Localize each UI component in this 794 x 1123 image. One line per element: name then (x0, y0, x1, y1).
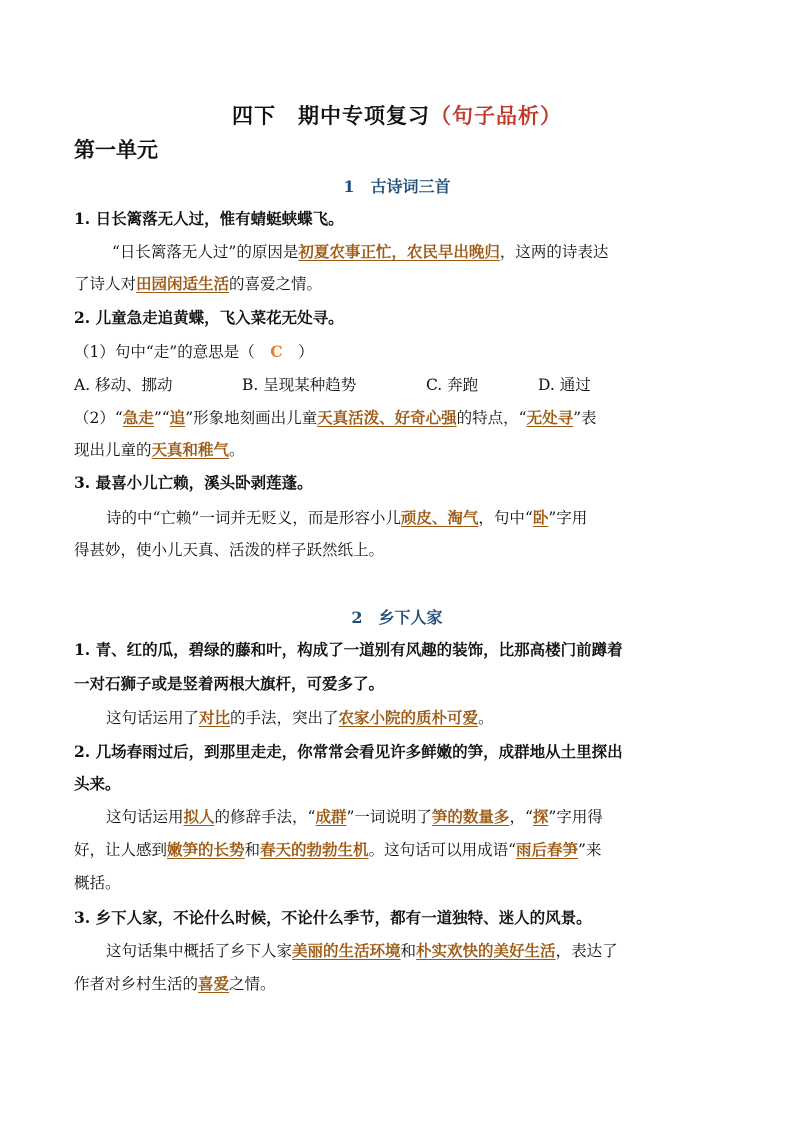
lesson2-q1-text-line2: 一对石狮子或是竖着两根大旗杆，可爱多了。 (74, 674, 385, 693)
lesson2-q2-text-line1: 2. 几场春雨过后，到那里走走，你常常会看见许多鲜嫩的笋，成群地从土里探出 (74, 742, 623, 761)
page-title (0, 100, 794, 130)
lesson2-q1-text-line1: 1. 青、红的瓜，碧绿的藤和叶，构成了一道别有风趣的装饰，比那高楼门前蹲着 (74, 640, 623, 659)
lesson2-q3-text: 3. 乡下人家，不论什么时候，不论什么季节，都有一道独特、迷人的风景。 (74, 908, 592, 927)
answer-blank: 喜爱 (198, 974, 230, 993)
unit-heading: 第一单元 (74, 137, 158, 162)
lesson2-q2-answer-line1: 这句话运用拟人的修辞手法，“成群”一词说明了笋的数量多，“探”字用得 (106, 807, 603, 826)
option-b: B. 呈现某种趋势 (242, 376, 357, 394)
answer-blank: 初夏农事正忙，农民早出晚归 (298, 242, 500, 261)
lesson1-q3-answer-line2: 得甚妙，使小儿天真、活泼的样子跃然纸上。 (74, 541, 385, 559)
option-c: C. 奔跑 (426, 376, 479, 394)
answer-blank: 朴实欢快的美好生活 (416, 941, 556, 960)
lesson1-q2-sub2-line1: （2）“急走”“追”形象地刻画出儿童天真活泼、好奇心强的特点，“无处寻”表 (74, 408, 597, 427)
title-accent: （句子品析） (430, 103, 562, 128)
answer-blank: 探 (532, 807, 549, 826)
lesson1-q2-sub1: （1）句中“走”的意思是（ C ） (74, 342, 314, 361)
lesson2-q2-answer-line2: 好，让人感到嫩笋的长势和春天的勃勃生机。这句话可以用成语“雨后春笋”来 (74, 840, 602, 859)
answer-choice: C (270, 342, 283, 361)
lesson1-q2-text: 2. 儿童急走追黄蝶，飞入菜花无处寻。 (74, 308, 344, 327)
answer-blank: 天真活泼、好奇心强 (317, 408, 457, 427)
answer-blank: 雨后春笋 (516, 840, 579, 859)
answer-blank: 追 (169, 408, 186, 427)
title-main: 四下 期中专项复习 (232, 103, 430, 128)
lesson1-q3-answer-line1: 诗的中“亡赖”一词并无贬义，而是形容小儿顽皮、淘气，句中“卧”字用 (106, 508, 588, 527)
answer-blank: 卧 (532, 508, 549, 527)
lesson1-q1-answer-line1: “日长篱落无人过”的原因是初夏农事正忙，农民早出晚归，这两的诗表达 (112, 242, 609, 261)
option-a: A. 移动、挪动 (74, 376, 173, 394)
lesson-1-heading: 1 古诗词三首 (343, 177, 451, 196)
answer-blank: 急走 (122, 408, 154, 427)
lesson-2-heading: 2 乡下人家 (351, 608, 443, 627)
lesson1-q1-text: 1. 日长篱落无人过，惟有蜻蜓蛱蝶飞。 (74, 209, 344, 228)
option-d: D. 通过 (538, 376, 591, 394)
lesson1-q2-options (74, 373, 726, 395)
answer-blank: 无处寻 (526, 408, 574, 427)
answer-blank: 美丽的生活环境 (292, 941, 401, 960)
answer-blank: 田园闲适生活 (136, 274, 230, 293)
answer-blank: 成群 (315, 807, 347, 826)
answer-blank: 农家小院的质朴可爱 (338, 708, 479, 727)
answer-blank: 拟人 (183, 807, 215, 826)
answer-blank: 春天的勃勃生机 (260, 840, 369, 859)
answer-blank: 天真和稚气 (151, 440, 230, 459)
lesson2-q3-answer-line1: 这句话集中概括了乡下人家美丽的生活环境和朴实欢快的美好生活，表达了 (106, 941, 618, 960)
lesson1-q1-answer-line2: 了诗人对田园闲适生活的喜爱之情。 (74, 274, 323, 293)
lesson2-q1-answer: 这句话运用了对比的手法，突出了农家小院的质朴可爱。 (106, 708, 494, 727)
answer-blank: 对比 (199, 708, 231, 727)
lesson2-q2-answer-line3: 概括。 (74, 874, 121, 892)
lesson1-q2-sub2-line2: 现出儿童的天真和稚气。 (74, 440, 245, 459)
answer-blank: 顽皮、淘气 (400, 508, 479, 527)
answer-blank: 笋的数量多 (431, 807, 510, 826)
answer-blank: 嫩笋的长势 (167, 840, 245, 859)
lesson1-q3-text: 3. 最喜小儿亡赖，溪头卧剥莲蓬。 (74, 473, 313, 492)
lesson2-q3-answer-line2: 作者对乡村生活的喜爱之情。 (74, 974, 276, 993)
lesson2-q2-text-line2: 头来。 (74, 774, 121, 793)
